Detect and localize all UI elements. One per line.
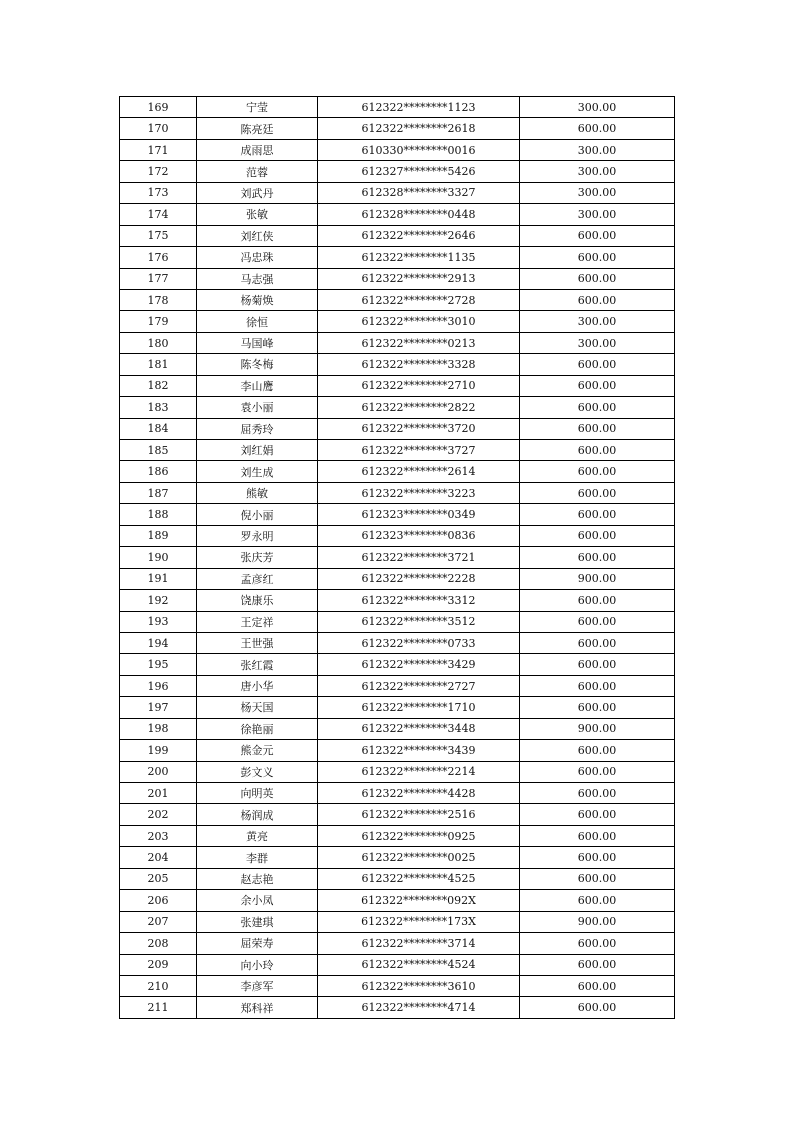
amount-cell: 600.00 <box>520 440 675 461</box>
row-number-cell: 174 <box>120 204 197 225</box>
row-number-cell: 172 <box>120 161 197 182</box>
id-number-cell: 612328********0448 <box>318 204 520 225</box>
id-number-cell: 612322********3448 <box>318 718 520 739</box>
row-number-cell: 173 <box>120 182 197 203</box>
name-cell: 杨润成 <box>197 804 318 825</box>
name-cell: 熊金元 <box>197 740 318 761</box>
id-number-cell: 612322********3714 <box>318 933 520 954</box>
id-number-cell: 612322********2728 <box>318 289 520 310</box>
id-number-cell: 612323********0349 <box>318 504 520 525</box>
table-row <box>120 890 675 911</box>
amount-cell: 600.00 <box>520 997 675 1018</box>
table-row <box>120 804 675 825</box>
id-number-cell: 612322********0213 <box>318 332 520 353</box>
row-number-cell: 200 <box>120 761 197 782</box>
amount-cell: 300.00 <box>520 97 675 118</box>
name-cell: 徐恒 <box>197 311 318 332</box>
row-number-cell: 196 <box>120 675 197 696</box>
name-cell: 冯忠珠 <box>197 247 318 268</box>
amount-cell: 600.00 <box>520 804 675 825</box>
row-number-cell: 205 <box>120 868 197 889</box>
id-number-cell: 612322********092X <box>318 890 520 911</box>
table-row <box>120 783 675 804</box>
name-cell: 马国峰 <box>197 332 318 353</box>
table-row <box>120 933 675 954</box>
id-number-cell: 610330********0016 <box>318 139 520 160</box>
amount-cell: 600.00 <box>520 611 675 632</box>
row-number-cell: 198 <box>120 718 197 739</box>
amount-cell: 600.00 <box>520 547 675 568</box>
id-number-cell: 612322********3439 <box>318 740 520 761</box>
name-cell: 向小玲 <box>197 954 318 975</box>
row-number-cell: 183 <box>120 397 197 418</box>
row-number-cell: 204 <box>120 847 197 868</box>
table-row <box>120 182 675 203</box>
name-cell: 李群 <box>197 847 318 868</box>
amount-cell: 600.00 <box>520 418 675 439</box>
amount-cell: 600.00 <box>520 654 675 675</box>
name-cell: 袁小丽 <box>197 397 318 418</box>
id-number-cell: 612327********5426 <box>318 161 520 182</box>
table-row <box>120 997 675 1018</box>
id-number-cell: 612322********2228 <box>318 568 520 589</box>
amount-cell: 600.00 <box>520 504 675 525</box>
table-row <box>120 590 675 611</box>
table-row <box>120 247 675 268</box>
name-cell: 杨天国 <box>197 697 318 718</box>
id-number-cell: 612322********3010 <box>318 311 520 332</box>
name-cell: 李山鹰 <box>197 375 318 396</box>
row-number-cell: 182 <box>120 375 197 396</box>
table-body <box>120 97 675 1019</box>
amount-cell: 600.00 <box>520 354 675 375</box>
row-number-cell: 202 <box>120 804 197 825</box>
name-cell: 孟彦红 <box>197 568 318 589</box>
amount-cell: 600.00 <box>520 933 675 954</box>
row-number-cell: 190 <box>120 547 197 568</box>
table-row <box>120 139 675 160</box>
table-row <box>120 397 675 418</box>
amount-cell: 600.00 <box>520 225 675 246</box>
table-row <box>120 847 675 868</box>
name-cell: 余小凤 <box>197 890 318 911</box>
row-number-cell: 175 <box>120 225 197 246</box>
amount-cell: 600.00 <box>520 247 675 268</box>
table-row <box>120 611 675 632</box>
name-cell: 郑科祥 <box>197 997 318 1018</box>
name-cell: 彭文义 <box>197 761 318 782</box>
row-number-cell: 194 <box>120 632 197 653</box>
amount-cell: 600.00 <box>520 890 675 911</box>
row-number-cell: 192 <box>120 590 197 611</box>
table-row <box>120 161 675 182</box>
table-row <box>120 482 675 503</box>
id-number-cell: 612322********2214 <box>318 761 520 782</box>
row-number-cell: 191 <box>120 568 197 589</box>
name-cell: 王世强 <box>197 632 318 653</box>
table-row <box>120 911 675 932</box>
row-number-cell: 199 <box>120 740 197 761</box>
id-number-cell: 612322********4524 <box>318 954 520 975</box>
table-row <box>120 268 675 289</box>
table-row <box>120 225 675 246</box>
row-number-cell: 176 <box>120 247 197 268</box>
amount-cell: 900.00 <box>520 718 675 739</box>
id-number-cell: 612322********0733 <box>318 632 520 653</box>
id-number-cell: 612322********3721 <box>318 547 520 568</box>
id-number-cell: 612322********3312 <box>318 590 520 611</box>
row-number-cell: 201 <box>120 783 197 804</box>
row-number-cell: 186 <box>120 461 197 482</box>
name-cell: 刘武丹 <box>197 182 318 203</box>
row-number-cell: 185 <box>120 440 197 461</box>
row-number-cell: 181 <box>120 354 197 375</box>
amount-cell: 600.00 <box>520 825 675 846</box>
table-row <box>120 525 675 546</box>
name-cell: 成雨思 <box>197 139 318 160</box>
amount-cell: 600.00 <box>520 975 675 996</box>
table-row <box>120 204 675 225</box>
id-number-cell: 612322********3429 <box>318 654 520 675</box>
amount-cell: 600.00 <box>520 118 675 139</box>
row-number-cell: 208 <box>120 933 197 954</box>
amount-cell: 600.00 <box>520 397 675 418</box>
name-cell: 刘红侠 <box>197 225 318 246</box>
amount-cell: 600.00 <box>520 289 675 310</box>
table-row <box>120 118 675 139</box>
subsidy-table <box>119 96 675 1019</box>
name-cell: 马志强 <box>197 268 318 289</box>
row-number-cell: 203 <box>120 825 197 846</box>
name-cell: 张红霞 <box>197 654 318 675</box>
amount-cell: 600.00 <box>520 954 675 975</box>
name-cell: 屈秀玲 <box>197 418 318 439</box>
amount-cell: 600.00 <box>520 761 675 782</box>
row-number-cell: 210 <box>120 975 197 996</box>
name-cell: 赵志艳 <box>197 868 318 889</box>
row-number-cell: 170 <box>120 118 197 139</box>
table-row <box>120 547 675 568</box>
id-number-cell: 612322********2822 <box>318 397 520 418</box>
row-number-cell: 195 <box>120 654 197 675</box>
table-row <box>120 825 675 846</box>
id-number-cell: 612322********1710 <box>318 697 520 718</box>
row-number-cell: 179 <box>120 311 197 332</box>
row-number-cell: 197 <box>120 697 197 718</box>
row-number-cell: 180 <box>120 332 197 353</box>
id-number-cell: 612322********2618 <box>318 118 520 139</box>
name-cell: 刘生成 <box>197 461 318 482</box>
amount-cell: 600.00 <box>520 847 675 868</box>
name-cell: 李彦军 <box>197 975 318 996</box>
id-number-cell: 612322********3727 <box>318 440 520 461</box>
id-number-cell: 612322********3512 <box>318 611 520 632</box>
amount-cell: 300.00 <box>520 311 675 332</box>
id-number-cell: 612328********3327 <box>318 182 520 203</box>
table-row <box>120 718 675 739</box>
name-cell: 陈亮廷 <box>197 118 318 139</box>
row-number-cell: 187 <box>120 482 197 503</box>
name-cell: 宁莹 <box>197 97 318 118</box>
table-row <box>120 954 675 975</box>
table-row <box>120 440 675 461</box>
table-row <box>120 654 675 675</box>
table-row <box>120 632 675 653</box>
name-cell: 范蓉 <box>197 161 318 182</box>
name-cell: 倪小丽 <box>197 504 318 525</box>
name-cell: 刘红娟 <box>197 440 318 461</box>
name-cell: 徐艳丽 <box>197 718 318 739</box>
name-cell: 张建琪 <box>197 911 318 932</box>
row-number-cell: 188 <box>120 504 197 525</box>
table-row <box>120 461 675 482</box>
amount-cell: 600.00 <box>520 375 675 396</box>
row-number-cell: 177 <box>120 268 197 289</box>
row-number-cell: 207 <box>120 911 197 932</box>
id-number-cell: 612323********0836 <box>318 525 520 546</box>
name-cell: 唐小华 <box>197 675 318 696</box>
table-row <box>120 354 675 375</box>
table-row <box>120 332 675 353</box>
amount-cell: 600.00 <box>520 525 675 546</box>
name-cell: 向明英 <box>197 783 318 804</box>
row-number-cell: 178 <box>120 289 197 310</box>
id-number-cell: 612322********4428 <box>318 783 520 804</box>
id-number-cell: 612322********1123 <box>318 97 520 118</box>
table-row <box>120 740 675 761</box>
id-number-cell: 612322********2710 <box>318 375 520 396</box>
row-number-cell: 206 <box>120 890 197 911</box>
table-row <box>120 568 675 589</box>
id-number-cell: 612322********2727 <box>318 675 520 696</box>
amount-cell: 300.00 <box>520 139 675 160</box>
id-number-cell: 612322********1135 <box>318 247 520 268</box>
id-number-cell: 612322********3328 <box>318 354 520 375</box>
amount-cell: 300.00 <box>520 204 675 225</box>
row-number-cell: 211 <box>120 997 197 1018</box>
id-number-cell: 612322********4714 <box>318 997 520 1018</box>
table-row <box>120 504 675 525</box>
id-number-cell: 612322********2646 <box>318 225 520 246</box>
row-number-cell: 169 <box>120 97 197 118</box>
id-number-cell: 612322********3610 <box>318 975 520 996</box>
table-row <box>120 311 675 332</box>
id-number-cell: 612322********173X <box>318 911 520 932</box>
amount-cell: 600.00 <box>520 632 675 653</box>
amount-cell: 600.00 <box>520 590 675 611</box>
name-cell: 杨菊焕 <box>197 289 318 310</box>
amount-cell: 600.00 <box>520 697 675 718</box>
amount-cell: 600.00 <box>520 868 675 889</box>
amount-cell: 600.00 <box>520 268 675 289</box>
name-cell: 张庆芳 <box>197 547 318 568</box>
row-number-cell: 189 <box>120 525 197 546</box>
id-number-cell: 612322********2614 <box>318 461 520 482</box>
name-cell: 罗永明 <box>197 525 318 546</box>
amount-cell: 900.00 <box>520 911 675 932</box>
name-cell: 熊敏 <box>197 482 318 503</box>
row-number-cell: 209 <box>120 954 197 975</box>
amount-cell: 300.00 <box>520 182 675 203</box>
id-number-cell: 612322********0925 <box>318 825 520 846</box>
table-row <box>120 418 675 439</box>
id-number-cell: 612322********0025 <box>318 847 520 868</box>
amount-cell: 900.00 <box>520 568 675 589</box>
name-cell: 陈冬梅 <box>197 354 318 375</box>
id-number-cell: 612322********3223 <box>318 482 520 503</box>
row-number-cell: 171 <box>120 139 197 160</box>
name-cell: 黄亮 <box>197 825 318 846</box>
id-number-cell: 612322********4525 <box>318 868 520 889</box>
row-number-cell: 193 <box>120 611 197 632</box>
table-row <box>120 289 675 310</box>
table-row <box>120 97 675 118</box>
amount-cell: 600.00 <box>520 740 675 761</box>
name-cell: 屈荣寿 <box>197 933 318 954</box>
amount-cell: 300.00 <box>520 161 675 182</box>
name-cell: 张敏 <box>197 204 318 225</box>
table-row <box>120 868 675 889</box>
table-row <box>120 975 675 996</box>
id-number-cell: 612322********2913 <box>318 268 520 289</box>
table-row <box>120 761 675 782</box>
amount-cell: 300.00 <box>520 332 675 353</box>
table-row <box>120 697 675 718</box>
amount-cell: 600.00 <box>520 482 675 503</box>
table-row <box>120 375 675 396</box>
name-cell: 饶康乐 <box>197 590 318 611</box>
amount-cell: 600.00 <box>520 783 675 804</box>
row-number-cell: 184 <box>120 418 197 439</box>
table-row <box>120 675 675 696</box>
name-cell: 王定祥 <box>197 611 318 632</box>
id-number-cell: 612322********3720 <box>318 418 520 439</box>
id-number-cell: 612322********2516 <box>318 804 520 825</box>
amount-cell: 600.00 <box>520 461 675 482</box>
amount-cell: 600.00 <box>520 675 675 696</box>
